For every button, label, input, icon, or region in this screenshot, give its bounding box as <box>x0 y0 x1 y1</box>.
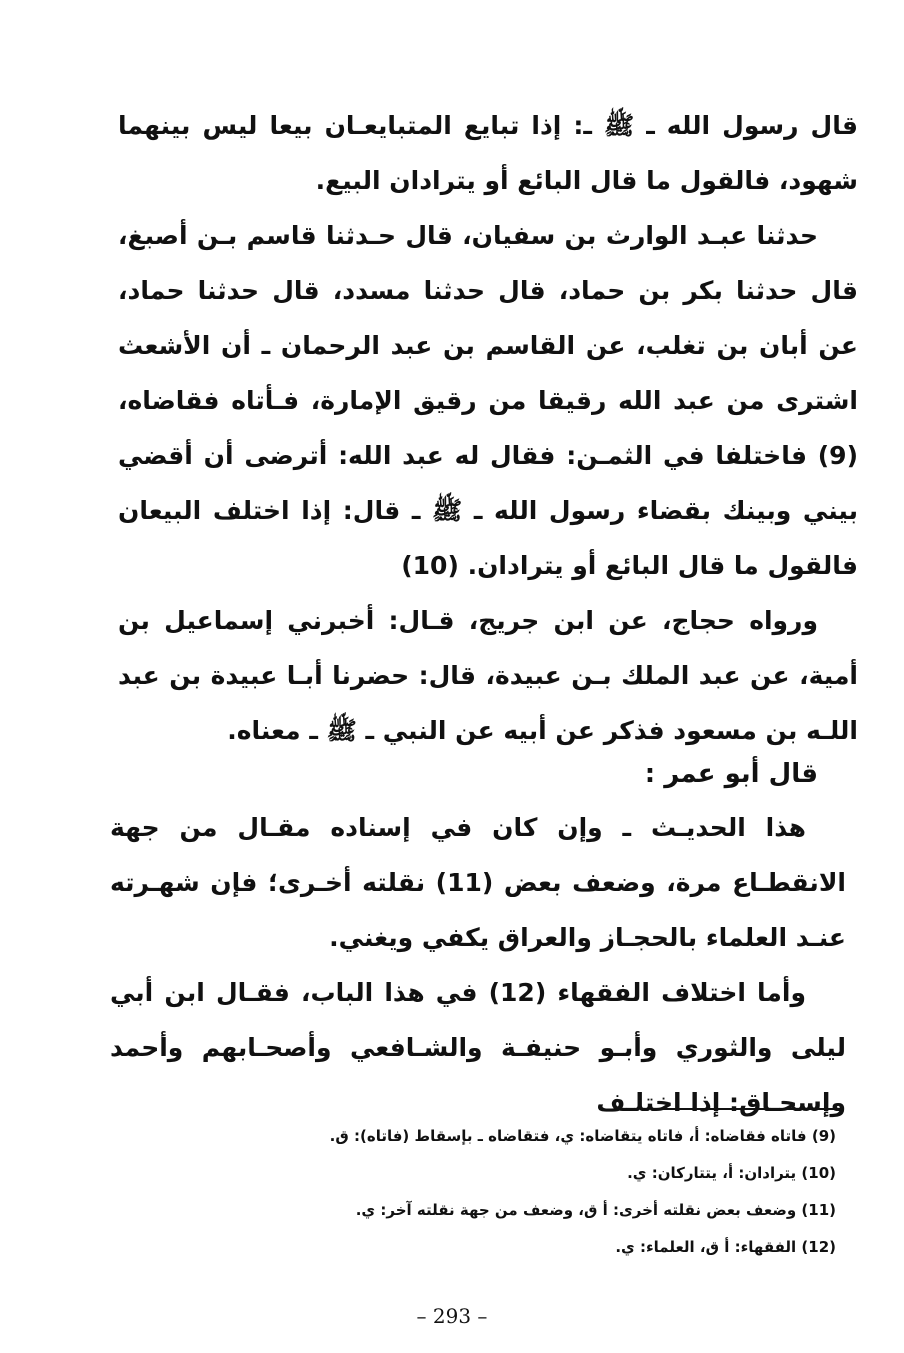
paragraph-commentary: هذا الحديـث ـ وإن كان في إسناده مقـال من جهة الانقطـاع مرة، وضعف بعض (11) نقلته أخـرى؛ فإن شهـرته عنـد العلماء بالحجـاز والعراق يكفي ويغني. <box>110 813 846 952</box>
paragraph-fuqaha: وأما اختلاف الفقهاء (12) في هذا الباب، فقـال ابن أبي ليلى والثوري وأبـو حنيفـة والشـافعي وأصحـابهم وأحمد وإسحـاق: إذا اختلـف <box>110 978 846 1117</box>
section-heading: قال أبو عمر : <box>644 759 818 789</box>
footnote-9: (9) فاتاه فقاضاه: أ، فاتاه يتقاضاه: ي، فتقاضاه ـ بإسقاط (فاتاه): ق. <box>329 1127 836 1145</box>
main-text-block <box>118 98 858 758</box>
page-number: – 293 – <box>416 1304 488 1328</box>
paragraph-hadith-quote: قال رسول الله ـ ﷺ ـ: إذا تبايع المتبايعـان بيعا ليس بينهما شهود، فالقول ما قال البائع أو يترادان البيع. <box>118 111 858 195</box>
paragraph-isnad: حدثنا عبـد الوارث بن سفيان، قال حـدثنا قاسم بـن أصبغ، قال حدثنا بكر بن حماد، قال حدثنا مسدد، قال حدثنا حماد، عن أبان بن تغلب، عن القاسم بن عبد الرحمان ـ أن الأشعث اشترى من عبد الله رقيقا من رقيق الإمارة، فـأتاه فقاضاه، (9) فاختلفا في الثمـن: فقال له عبد الله: أترضى أن أقضي بيني وبينك بقضاء رسول الله ـ ﷺ ـ قال: إذا اختلف البيعان فالقول ما قال البائع أو يترادان. (10) <box>118 221 858 580</box>
footnote-12: (12) الفقهاء: أ ق، العلماء: ي. <box>615 1238 836 1256</box>
commentary-block <box>110 800 846 1130</box>
paragraph-narration: ورواه حجاج، عن ابن جريج، قـال: أخبرني إسماعيل بن أمية، عن عبد الملك بـن عبيدة، قال: حضرنا أبـا عبيدة بن عبد اللـه بن مسعود فذكر عن أبيه عن النبي ـ ﷺ ـ معناه. <box>118 606 858 745</box>
footnote-divider <box>658 1108 834 1110</box>
footnote-11: (11) وضعف بعض نقلته أخرى: أ ق، وضعف من جهة نقلته آخر: ي. <box>355 1201 836 1219</box>
footnotes <box>300 1118 836 1266</box>
footnote-10: (10) يترادان: أ، يتتاركان: ي. <box>627 1164 836 1182</box>
